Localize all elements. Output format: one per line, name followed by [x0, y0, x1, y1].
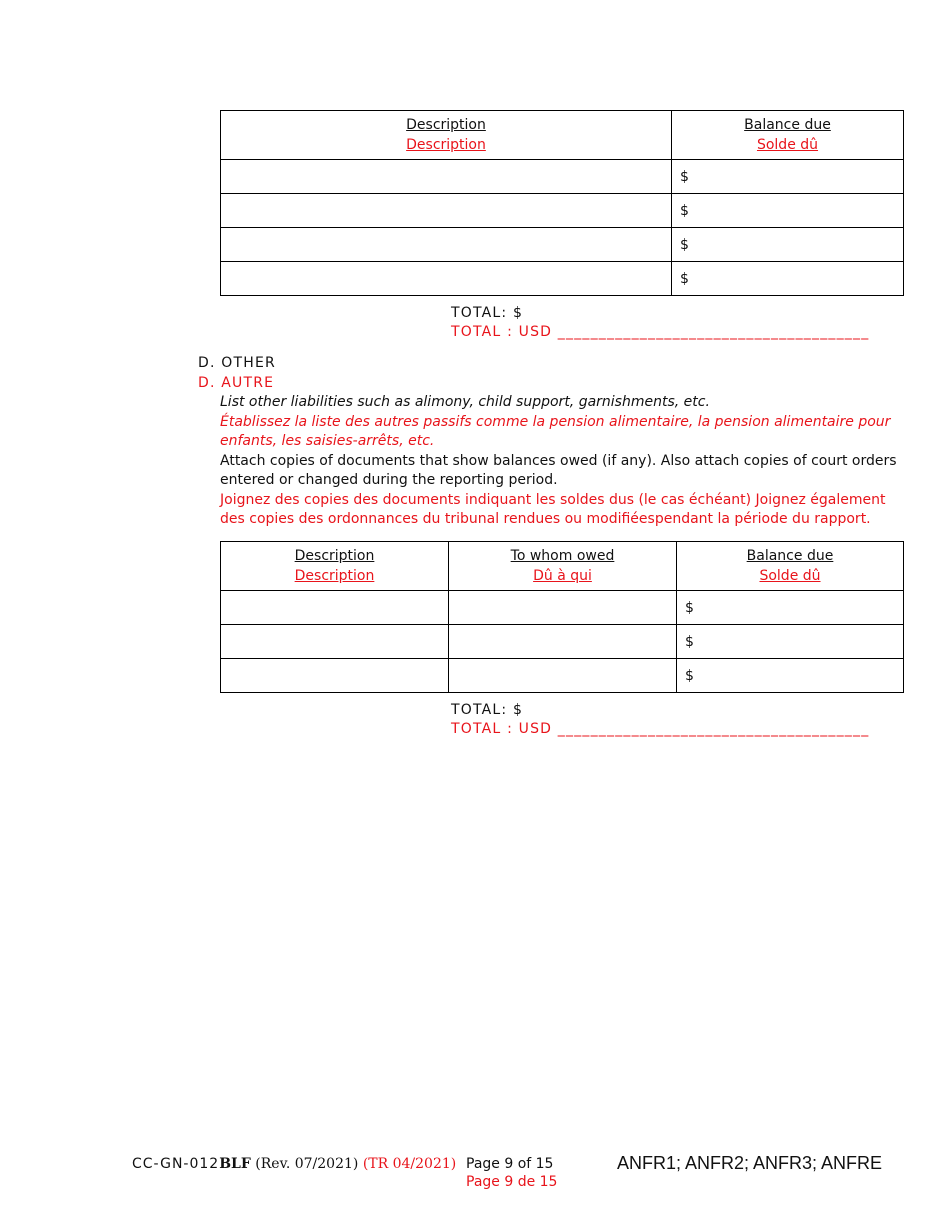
form-revision: (Rev. 07/2021) [255, 1156, 359, 1172]
page-number-fr: Page 9 de 15 [466, 1174, 558, 1190]
section-title-fr: D. AUTRE [198, 375, 275, 391]
to-whom-owed-field[interactable] [449, 591, 677, 625]
form-translation-revision: (TR 04/2021) [362, 1156, 457, 1172]
total-label-en: TOTAL: $ [451, 702, 524, 718]
other-liabilities-table [220, 541, 904, 693]
description-field[interactable] [221, 625, 449, 659]
description-field[interactable] [221, 194, 672, 228]
table-row [221, 194, 904, 228]
description-field[interactable] [221, 591, 449, 625]
total-label-fr: TOTAL : USD ______________________________________ [451, 324, 870, 340]
footer-form-id [132, 1155, 456, 1173]
table-row [221, 160, 904, 194]
description-field[interactable] [221, 228, 672, 262]
total-2 [451, 701, 869, 739]
form-suffix: BLF [219, 1156, 251, 1172]
attach-text-fr: Joignez des copies des documents indiquant les soldes dus (le cas échéant) Joignez également des copies des ordonnances du tribunal rendues ou modifiéespendant la période du rapport. [220, 491, 886, 527]
instruction-en: List other liabilities such as alimony, child support, garnishments, etc. [220, 394, 710, 410]
section-d-title [198, 353, 276, 393]
footer-codes: ANFR1; ANFR2; ANFR3; ANFRE [617, 1153, 883, 1173]
table-row [221, 228, 904, 262]
balance-table-1 [220, 110, 904, 296]
instruction-fr: Établissez la liste des autres passifs comme la pension alimentaire, la pension alimentaire pour enfants, les saisies-arrêts, etc. [220, 413, 891, 449]
footer-page-number [466, 1155, 557, 1191]
balance-field[interactable]: $ [677, 625, 904, 659]
table-row [221, 262, 904, 296]
balance-field[interactable]: $ [677, 659, 904, 693]
description-field[interactable] [221, 262, 672, 296]
section-d-instructions [220, 393, 900, 530]
table-row [221, 591, 904, 625]
table-row [221, 625, 904, 659]
total-label-fr: TOTAL : USD ______________________________________ [451, 721, 870, 737]
header-to-whom-owed: To whom owed Dû à qui [449, 542, 677, 591]
total-1 [451, 304, 869, 342]
description-field[interactable] [221, 659, 449, 693]
total-label-en: TOTAL: $ [451, 305, 524, 321]
to-whom-owed-field[interactable] [449, 625, 677, 659]
balance-field[interactable]: $ [672, 262, 904, 296]
section-title-en: D. OTHER [198, 355, 276, 371]
page-number-en: Page 9 of 15 [466, 1156, 554, 1172]
table-header-row [221, 111, 904, 160]
to-whom-owed-field[interactable] [449, 659, 677, 693]
balance-field[interactable]: $ [672, 194, 904, 228]
header-balance-due: Balance due Solde dû [672, 111, 904, 160]
table-header-row [221, 542, 904, 591]
description-field[interactable] [221, 160, 672, 194]
table-row [221, 659, 904, 693]
header-description: Description Description [221, 111, 672, 160]
balance-field[interactable]: $ [677, 591, 904, 625]
balance-field[interactable]: $ [672, 160, 904, 194]
form-code: CC-GN-012 [132, 1156, 220, 1172]
balance-field[interactable]: $ [672, 228, 904, 262]
attach-text-en: Attach copies of documents that show balances owed (if any). Also attach copies of court orders entered or changed during the reporting period. [220, 452, 897, 488]
header-description: Description Description [221, 542, 449, 591]
header-balance-due: Balance due Solde dû [677, 542, 904, 591]
